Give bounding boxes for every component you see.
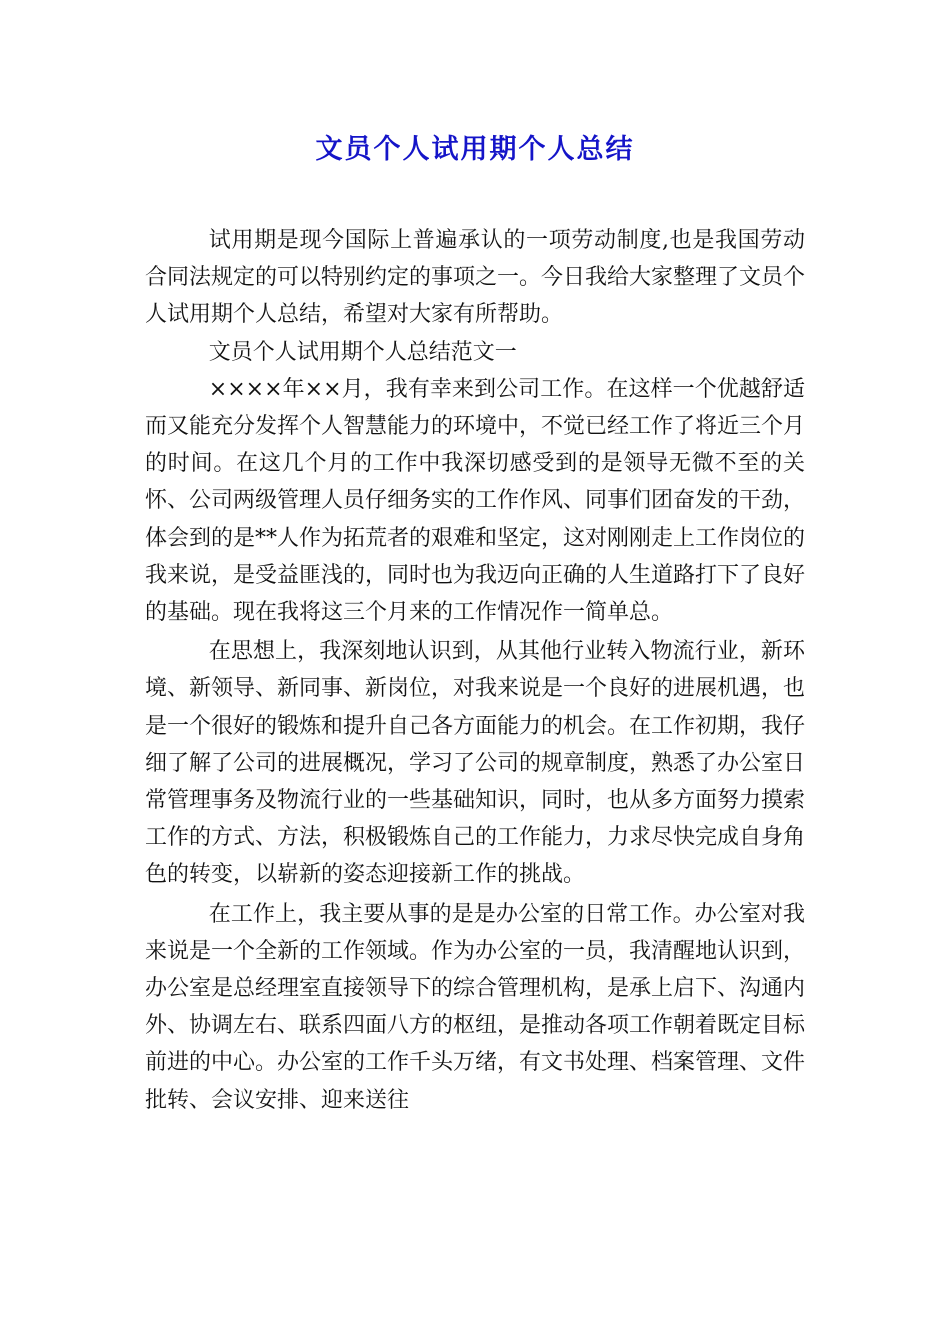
section-heading: 文员个人试用期个人总结范文一 — [208, 339, 517, 365]
intro-paragraph: 试用期是现今国际上普遍承认的一项劳动制度,也是我国劳动合同法规定的可以特别约定的事项之一。今日我给大家整理了文员个人试用期个人总结，希望对大家有所帮助。 — [145, 228, 806, 328]
document-body — [145, 222, 805, 1119]
body-paragraph: 在工作上，我主要从事的是是办公室的日常工作。办公室对我来说是一个全新的工作领域。作为办公室的一员，我清醒地认识到，办公室是总经理室直接领导下的综合管理机构，是承上启下、沟通内外、协调左右、联系四面八方的枢纽，是推动各项工作朝着既定目标前进的中心。办公室的工作千头万绪，有文书处理、档案管理、文件批转、会议安排、迎来送往 — [145, 901, 806, 1113]
body-paragraph: ××××年××月，我有幸来到公司工作。在这样一个优越舒适而又能充分发挥个人智慧能力的环境中，不觉已经工作了将近三个月的时间。在这几个月的工作中我深切感受到的是领导无微不至的关怀、公司两级管理人员仔细务实的工作作风、同事们团奋发的干劲，体会到的是**人作为拓荒者的艰难和坚定，这对刚刚走上工作岗位的我来说，是受益匪浅的，同时也为我迈向正确的人生道路打下了良好的基础。现在我将这三个月来的工作情况作一简单总。 — [145, 376, 806, 626]
body-paragraph: 在思想上，我深刻地认识到，从其他行业转入物流行业，新环境、新领导、新同事、新岗位，对我来说是一个良好的进展机遇，也是一个很好的锻炼和提升自己各方面能力的机会。在工作初期，我仔细了解了公司的进展概况，学习了公司的规章制度，熟悉了办公室日常管理事务及物流行业的一些基础知识，同时，也从多方面努力摸索工作的方式、方法，积极锻炼自己的工作能力，力求尽快完成自身角色的转变，以崭新的姿态迎接新工作的挑战。 — [145, 639, 806, 888]
document-title: 文员个人试用期个人总结 — [315, 134, 635, 165]
